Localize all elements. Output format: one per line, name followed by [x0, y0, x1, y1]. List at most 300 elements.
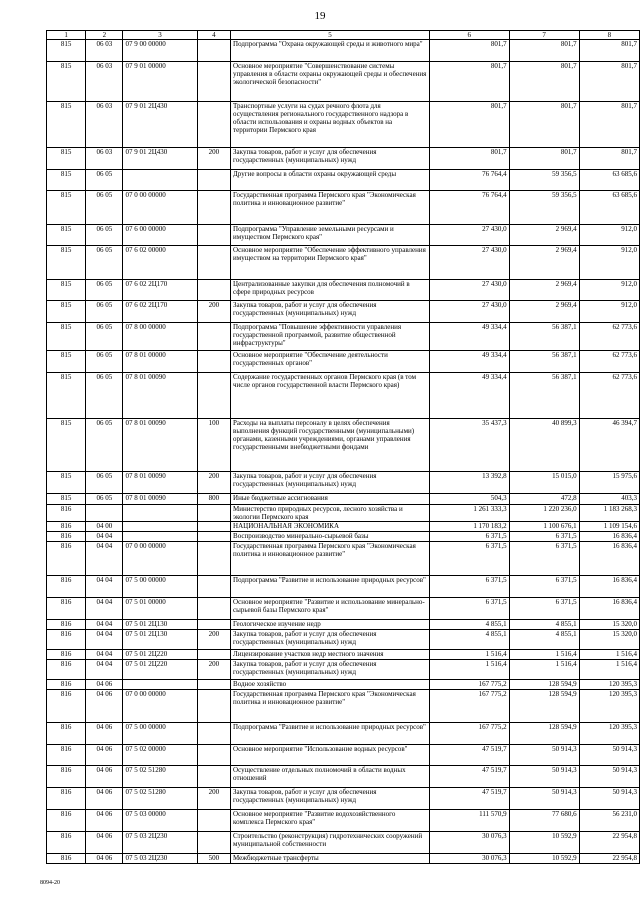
amount-year-2-cell: 801,7 [509, 148, 579, 170]
target-code-cell: 07 0 00 00000 [123, 690, 197, 723]
description-cell: Основное мероприятие "Совершенствование системы управления в области охраны окружающей среды и обеспечения экологической безопасности" [231, 62, 430, 102]
section-code-cell: 04 06 [86, 854, 123, 864]
table-row [47, 690, 640, 723]
description-cell: Государственная программа Пермского края "Экономическая политика и инновационное развитие" [231, 542, 430, 576]
amount-year-2-cell: 6 371,5 [509, 576, 579, 598]
amount-year-1-cell: 6 371,5 [429, 542, 509, 576]
description-cell: Другие вопросы в области охраны окружающей среды [231, 170, 430, 191]
target-code-cell: 07 5 02 00000 [123, 745, 197, 766]
expense-type-cell [197, 225, 230, 246]
table-row [47, 788, 640, 810]
amount-year-3-cell: 801,7 [579, 148, 639, 170]
amount-year-2-cell: 50 914,3 [509, 788, 579, 810]
amount-year-2-cell: 2 969,4 [509, 225, 579, 246]
amount-year-2-cell: 801,7 [509, 62, 579, 102]
amount-year-3-cell: 62 773,6 [579, 373, 639, 419]
table-row [47, 102, 640, 148]
description-cell: Геологическое изучение недр [231, 620, 430, 630]
section-code-cell: 04 06 [86, 766, 123, 788]
section-code-cell: 04 04 [86, 650, 123, 660]
description-cell: Строительство (реконструкция) гидротехнических сооружений муниципальной собственности [231, 832, 430, 854]
amount-year-3-cell: 16 836,4 [579, 598, 639, 620]
description-cell: НАЦИОНАЛЬНАЯ ЭКОНОМИКА [231, 522, 430, 532]
amount-year-2-cell: 6 371,5 [509, 532, 579, 542]
amount-year-2-cell: 1 220 236,0 [509, 505, 579, 522]
table-body [47, 40, 640, 864]
description-cell: Государственная программа Пермского края "Экономическая политика и инновационное развитие" [231, 690, 430, 723]
amount-year-2-cell: 128 594,9 [509, 690, 579, 723]
amount-year-3-cell: 50 914,3 [579, 788, 639, 810]
amount-year-3-cell: 120 395,3 [579, 690, 639, 723]
admin-code-cell: 815 [47, 472, 86, 494]
footer-code: 8094-20 [40, 880, 60, 886]
budget-table [46, 30, 640, 864]
amount-year-2-cell: 10 592,9 [509, 854, 579, 864]
amount-year-3-cell: 15 975,6 [579, 472, 639, 494]
amount-year-1-cell: 801,7 [429, 62, 509, 102]
table-row [47, 630, 640, 650]
description-cell: Основное мероприятие "Обеспечение эффективного управления имуществом на территории Пермского края" [231, 246, 430, 280]
target-code-cell [123, 522, 197, 532]
description-cell: Основное мероприятие "Использование водных ресурсов" [231, 745, 430, 766]
expense-type-cell [197, 522, 230, 532]
section-code-cell: 04 06 [86, 723, 123, 745]
section-code-cell: 06 03 [86, 102, 123, 148]
admin-code-cell: 816 [47, 630, 86, 650]
amount-year-1-cell: 1 170 183,2 [429, 522, 509, 532]
section-code-cell [86, 505, 123, 522]
target-code-cell [123, 170, 197, 191]
expense-type-cell [197, 680, 230, 690]
amount-year-3-cell: 22 954,8 [579, 832, 639, 854]
expense-type-cell [197, 576, 230, 598]
amount-year-1-cell: 76 764,4 [429, 170, 509, 191]
amount-year-3-cell: 912,0 [579, 246, 639, 280]
expense-type-cell: 800 [197, 494, 230, 505]
table-row [47, 148, 640, 170]
expense-type-cell [197, 323, 230, 351]
description-cell: Закупка товаров, работ и услуг для обеспечения государственных (муниципальных) нужд [231, 472, 430, 494]
section-code-cell: 04 06 [86, 690, 123, 723]
admin-code-cell: 816 [47, 854, 86, 864]
target-code-cell: 07 5 03 00000 [123, 810, 197, 832]
description-cell: Межбюджетные трансферты [231, 854, 430, 864]
section-code-cell: 06 05 [86, 191, 123, 225]
target-code-cell: 07 9 01 2Ц430 [123, 102, 197, 148]
amount-year-3-cell: 16 836,4 [579, 576, 639, 598]
expense-type-cell [197, 505, 230, 522]
table-row [47, 494, 640, 505]
amount-year-3-cell: 15 320,0 [579, 620, 639, 630]
description-cell: Водное хозяйство [231, 680, 430, 690]
amount-year-3-cell: 403,3 [579, 494, 639, 505]
amount-year-2-cell: 1 100 676,1 [509, 522, 579, 532]
table-row [47, 854, 640, 864]
amount-year-2-cell: 59 356,5 [509, 170, 579, 191]
table-row [47, 323, 640, 351]
table-row [47, 620, 640, 630]
description-cell: Лицензирование участков недр местного значения [231, 650, 430, 660]
amount-year-1-cell: 1 516,4 [429, 660, 509, 680]
admin-code-cell: 816 [47, 723, 86, 745]
amount-year-3-cell: 63 685,6 [579, 191, 639, 225]
amount-year-1-cell: 27 430,0 [429, 225, 509, 246]
amount-year-2-cell: 4 855,1 [509, 620, 579, 630]
description-cell: Закупка товаров, работ и услуг для обеспечения государственных (муниципальных) нужд [231, 630, 430, 650]
description-cell: Государственная программа Пермского края "Экономическая политика и инновационное развитие" [231, 191, 430, 225]
amount-year-3-cell: 46 394,7 [579, 419, 639, 472]
table-row [47, 532, 640, 542]
table-row [47, 522, 640, 532]
description-cell: Подпрограмма "Управление земельными ресурсами и имуществом Пермского края" [231, 225, 430, 246]
amount-year-3-cell: 1 183 268,3 [579, 505, 639, 522]
amount-year-1-cell: 4 855,1 [429, 620, 509, 630]
section-code-cell: 06 05 [86, 280, 123, 301]
target-code-cell: 07 9 01 2Ц430 [123, 148, 197, 170]
admin-code-cell: 816 [47, 788, 86, 810]
admin-code-cell: 815 [47, 40, 86, 62]
section-code-cell: 04 06 [86, 832, 123, 854]
expense-type-cell: 200 [197, 630, 230, 650]
description-cell: Основное мероприятие "Обеспечение деятельности государственных органов" [231, 351, 430, 373]
admin-code-cell: 815 [47, 191, 86, 225]
target-code-cell [123, 680, 197, 690]
table-row [47, 598, 640, 620]
target-code-cell: 07 0 00 00000 [123, 191, 197, 225]
table-row [47, 62, 640, 102]
expense-type-cell [197, 620, 230, 630]
expense-type-cell: 200 [197, 660, 230, 680]
amount-year-3-cell: 1 109 154,6 [579, 522, 639, 532]
admin-code-cell: 816 [47, 650, 86, 660]
section-code-cell: 04 06 [86, 810, 123, 832]
expense-type-cell [197, 810, 230, 832]
expense-type-cell [197, 373, 230, 419]
expense-type-cell: 500 [197, 854, 230, 864]
amount-year-2-cell: 56 387,1 [509, 323, 579, 351]
amount-year-1-cell: 27 430,0 [429, 301, 509, 323]
column-header-7: 7 [509, 31, 579, 40]
admin-code-cell: 816 [47, 810, 86, 832]
amount-year-2-cell: 40 899,3 [509, 419, 579, 472]
description-cell: Подпрограмма "Развитие и использование природных ресурсов" [231, 576, 430, 598]
admin-code-cell: 816 [47, 690, 86, 723]
table-row [47, 170, 640, 191]
admin-code-cell: 816 [47, 522, 86, 532]
table-row [47, 246, 640, 280]
expense-type-cell [197, 191, 230, 225]
amount-year-3-cell: 56 231,0 [579, 810, 639, 832]
amount-year-1-cell: 167 775,2 [429, 680, 509, 690]
amount-year-2-cell: 6 371,5 [509, 542, 579, 576]
amount-year-3-cell: 912,0 [579, 280, 639, 301]
expense-type-cell [197, 102, 230, 148]
section-code-cell: 04 04 [86, 576, 123, 598]
description-cell: Закупка товаров, работ и услуг для обеспечения государственных (муниципальных) нужд [231, 788, 430, 810]
admin-code-cell: 815 [47, 419, 86, 472]
amount-year-2-cell: 1 516,4 [509, 660, 579, 680]
table-row [47, 373, 640, 419]
target-code-cell: 07 8 00 00000 [123, 323, 197, 351]
table-row [47, 225, 640, 246]
target-code-cell: 07 6 00 00000 [123, 225, 197, 246]
amount-year-1-cell: 1 516,4 [429, 650, 509, 660]
table-row [47, 650, 640, 660]
admin-code-cell: 815 [47, 246, 86, 280]
description-cell: Осуществление отдельных полномочий в области водных отношений [231, 766, 430, 788]
amount-year-2-cell: 50 914,3 [509, 766, 579, 788]
amount-year-3-cell: 801,7 [579, 40, 639, 62]
target-code-cell: 07 5 01 2Ц220 [123, 650, 197, 660]
table-row [47, 351, 640, 373]
amount-year-1-cell: 49 334,4 [429, 351, 509, 373]
expense-type-cell [197, 690, 230, 723]
amount-year-1-cell: 1 261 333,3 [429, 505, 509, 522]
amount-year-2-cell: 56 387,1 [509, 373, 579, 419]
amount-year-1-cell: 47 519,7 [429, 788, 509, 810]
section-code-cell: 06 05 [86, 373, 123, 419]
amount-year-3-cell: 120 395,3 [579, 723, 639, 745]
target-code-cell: 07 8 01 00000 [123, 351, 197, 373]
expense-type-cell [197, 598, 230, 620]
amount-year-2-cell: 472,8 [509, 494, 579, 505]
admin-code-cell: 816 [47, 505, 86, 522]
amount-year-2-cell: 2 969,4 [509, 301, 579, 323]
description-cell: Закупка товаров, работ и услуг для обеспечения государственных (муниципальных) нужд [231, 660, 430, 680]
amount-year-3-cell: 1 516,4 [579, 650, 639, 660]
description-cell: Основное мероприятие "Развитие и использование минерально-сырьевой базы Пермского края" [231, 598, 430, 620]
amount-year-3-cell: 15 320,0 [579, 630, 639, 650]
table-row [47, 680, 640, 690]
section-code-cell: 04 06 [86, 680, 123, 690]
expense-type-cell [197, 723, 230, 745]
expense-type-cell: 200 [197, 301, 230, 323]
target-code-cell: 07 5 01 2Ц130 [123, 620, 197, 630]
amount-year-2-cell: 15 015,0 [509, 472, 579, 494]
amount-year-1-cell: 13 392,8 [429, 472, 509, 494]
amount-year-2-cell: 1 516,4 [509, 650, 579, 660]
expense-type-cell [197, 351, 230, 373]
description-cell: Закупка товаров, работ и услуг для обеспечения государственных (муниципальных) нужд [231, 301, 430, 323]
expense-type-cell [197, 170, 230, 191]
expense-type-cell: 200 [197, 148, 230, 170]
admin-code-cell: 816 [47, 542, 86, 576]
target-code-cell: 07 6 02 2Ц170 [123, 301, 197, 323]
section-code-cell: 06 05 [86, 494, 123, 505]
section-code-cell: 06 05 [86, 301, 123, 323]
amount-year-3-cell: 50 914,3 [579, 745, 639, 766]
admin-code-cell: 815 [47, 323, 86, 351]
admin-code-cell: 816 [47, 620, 86, 630]
target-code-cell: 07 6 02 00000 [123, 246, 197, 280]
admin-code-cell: 816 [47, 745, 86, 766]
column-header-4: 4 [197, 31, 230, 40]
amount-year-3-cell: 62 773,6 [579, 351, 639, 373]
amount-year-1-cell: 30 076,3 [429, 832, 509, 854]
expense-type-cell [197, 766, 230, 788]
target-code-cell: 07 9 01 00000 [123, 62, 197, 102]
section-code-cell: 06 05 [86, 170, 123, 191]
table-row [47, 505, 640, 522]
table-row [47, 301, 640, 323]
admin-code-cell: 816 [47, 766, 86, 788]
description-cell: Подпрограмма "Повышение эффективности управления государственной программой, развитие общественной инфраструктуры" [231, 323, 430, 351]
description-cell: Основное мероприятие "Развитие водохозяйственного комплекса Пермского края" [231, 810, 430, 832]
amount-year-1-cell: 76 764,4 [429, 191, 509, 225]
table-row [47, 660, 640, 680]
section-code-cell: 04 04 [86, 660, 123, 680]
amount-year-2-cell: 2 969,4 [509, 246, 579, 280]
section-code-cell: 06 03 [86, 62, 123, 102]
amount-year-1-cell: 27 430,0 [429, 246, 509, 280]
section-code-cell: 04 04 [86, 630, 123, 650]
admin-code-cell: 815 [47, 280, 86, 301]
description-cell: Расходы на выплаты персоналу в целях обеспечения выполнения функций государственными (муниципальными) органами, казенными учреждениями, органами управления государственными внебюджетными фондами [231, 419, 430, 472]
section-code-cell: 06 05 [86, 323, 123, 351]
expense-type-cell [197, 40, 230, 62]
column-header-8: 8 [579, 31, 639, 40]
section-code-cell: 06 05 [86, 225, 123, 246]
amount-year-3-cell: 62 773,6 [579, 323, 639, 351]
target-code-cell: 07 5 00 00000 [123, 576, 197, 598]
admin-code-cell: 816 [47, 680, 86, 690]
admin-code-cell: 816 [47, 532, 86, 542]
amount-year-1-cell: 801,7 [429, 102, 509, 148]
expense-type-cell [197, 745, 230, 766]
table-row [47, 542, 640, 576]
description-cell: Содержание государственных органов Пермского края (в том числе органов государственной власти Пермского края) [231, 373, 430, 419]
admin-code-cell: 815 [47, 494, 86, 505]
amount-year-1-cell: 30 076,3 [429, 854, 509, 864]
target-code-cell: 07 9 00 00000 [123, 40, 197, 62]
amount-year-1-cell: 167 775,2 [429, 690, 509, 723]
amount-year-2-cell: 59 356,5 [509, 191, 579, 225]
admin-code-cell: 816 [47, 660, 86, 680]
expense-type-cell [197, 246, 230, 280]
amount-year-1-cell: 47 519,7 [429, 766, 509, 788]
section-code-cell: 04 04 [86, 532, 123, 542]
expense-type-cell [197, 62, 230, 102]
target-code-cell: 07 5 00 00000 [123, 723, 197, 745]
page-number: 19 [314, 10, 326, 22]
target-code-cell: 07 5 03 2Ц230 [123, 854, 197, 864]
section-code-cell: 04 00 [86, 522, 123, 532]
table-row [47, 191, 640, 225]
amount-year-1-cell: 47 519,7 [429, 745, 509, 766]
description-cell: Министерство природных ресурсов, лесного хозяйства и экологии Пермского края [231, 505, 430, 522]
amount-year-2-cell: 10 592,9 [509, 832, 579, 854]
column-header-3: 3 [123, 31, 197, 40]
section-code-cell: 06 05 [86, 351, 123, 373]
table-row [47, 832, 640, 854]
target-code-cell: 07 8 01 00090 [123, 472, 197, 494]
amount-year-1-cell: 35 437,3 [429, 419, 509, 472]
table-row [47, 419, 640, 472]
table-row [47, 810, 640, 832]
admin-code-cell: 815 [47, 225, 86, 246]
amount-year-1-cell: 111 570,9 [429, 810, 509, 832]
description-cell: Транспортные услуги на судах речного флота для осуществления регионального государственного надзора в области использования и охраны водных объектов на территории Пермского края [231, 102, 430, 148]
amount-year-3-cell: 120 395,3 [579, 680, 639, 690]
amount-year-2-cell: 4 855,1 [509, 630, 579, 650]
admin-code-cell: 815 [47, 148, 86, 170]
section-code-cell: 06 05 [86, 419, 123, 472]
expense-type-cell: 200 [197, 472, 230, 494]
description-cell: Подпрограмма "Охрана окружающей среды и животного мира" [231, 40, 430, 62]
header-row [47, 31, 640, 40]
admin-code-cell: 815 [47, 373, 86, 419]
amount-year-3-cell: 22 954,8 [579, 854, 639, 864]
expense-type-cell [197, 532, 230, 542]
expense-type-cell: 100 [197, 419, 230, 472]
amount-year-2-cell: 6 371,5 [509, 598, 579, 620]
section-code-cell: 04 06 [86, 745, 123, 766]
amount-year-2-cell: 128 594,9 [509, 680, 579, 690]
section-code-cell: 04 04 [86, 598, 123, 620]
admin-code-cell: 815 [47, 62, 86, 102]
amount-year-3-cell: 801,7 [579, 102, 639, 148]
section-code-cell: 04 04 [86, 542, 123, 576]
amount-year-1-cell: 27 430,0 [429, 280, 509, 301]
description-cell: Воспроизводство минерально-сырьевой базы [231, 532, 430, 542]
expense-type-cell [197, 542, 230, 576]
section-code-cell: 06 05 [86, 472, 123, 494]
target-code-cell: 07 8 01 00090 [123, 494, 197, 505]
admin-code-cell: 816 [47, 576, 86, 598]
admin-code-cell: 815 [47, 351, 86, 373]
description-cell: Централизованные закупки для обеспечения полномочий в сфере природных ресурсов [231, 280, 430, 301]
target-code-cell: 07 5 01 2Ц220 [123, 660, 197, 680]
amount-year-3-cell: 801,7 [579, 62, 639, 102]
section-code-cell: 04 04 [86, 620, 123, 630]
table-row [47, 766, 640, 788]
target-code-cell: 07 5 01 2Ц130 [123, 630, 197, 650]
admin-code-cell: 815 [47, 102, 86, 148]
target-code-cell: 07 0 00 00000 [123, 542, 197, 576]
amount-year-3-cell: 16 836,4 [579, 532, 639, 542]
table-row [47, 745, 640, 766]
description-cell: Закупка товаров, работ и услуг для обеспечения государственных (муниципальных) нужд [231, 148, 430, 170]
table-row [47, 40, 640, 62]
target-code-cell: 07 5 01 00000 [123, 598, 197, 620]
expense-type-cell [197, 280, 230, 301]
column-header-5: 5 [231, 31, 430, 40]
amount-year-1-cell: 504,3 [429, 494, 509, 505]
amount-year-3-cell: 50 914,3 [579, 766, 639, 788]
column-header-1: 1 [47, 31, 86, 40]
section-code-cell: 04 06 [86, 788, 123, 810]
target-code-cell: 07 5 03 2Ц230 [123, 832, 197, 854]
target-code-cell: 07 8 01 00090 [123, 419, 197, 472]
amount-year-1-cell: 6 371,5 [429, 532, 509, 542]
amount-year-2-cell: 801,7 [509, 102, 579, 148]
target-code-cell: 07 8 01 00090 [123, 373, 197, 419]
admin-code-cell: 816 [47, 832, 86, 854]
amount-year-1-cell: 801,7 [429, 148, 509, 170]
amount-year-2-cell: 56 387,1 [509, 351, 579, 373]
amount-year-2-cell: 128 594,9 [509, 723, 579, 745]
section-code-cell: 06 05 [86, 246, 123, 280]
admin-code-cell: 815 [47, 301, 86, 323]
amount-year-1-cell: 801,7 [429, 40, 509, 62]
expense-type-cell: 200 [197, 788, 230, 810]
amount-year-1-cell: 49 334,4 [429, 323, 509, 351]
amount-year-1-cell: 167 775,2 [429, 723, 509, 745]
description-cell: Иные бюджетные ассигнования [231, 494, 430, 505]
target-code-cell [123, 532, 197, 542]
amount-year-1-cell: 6 371,5 [429, 598, 509, 620]
admin-code-cell: 816 [47, 598, 86, 620]
